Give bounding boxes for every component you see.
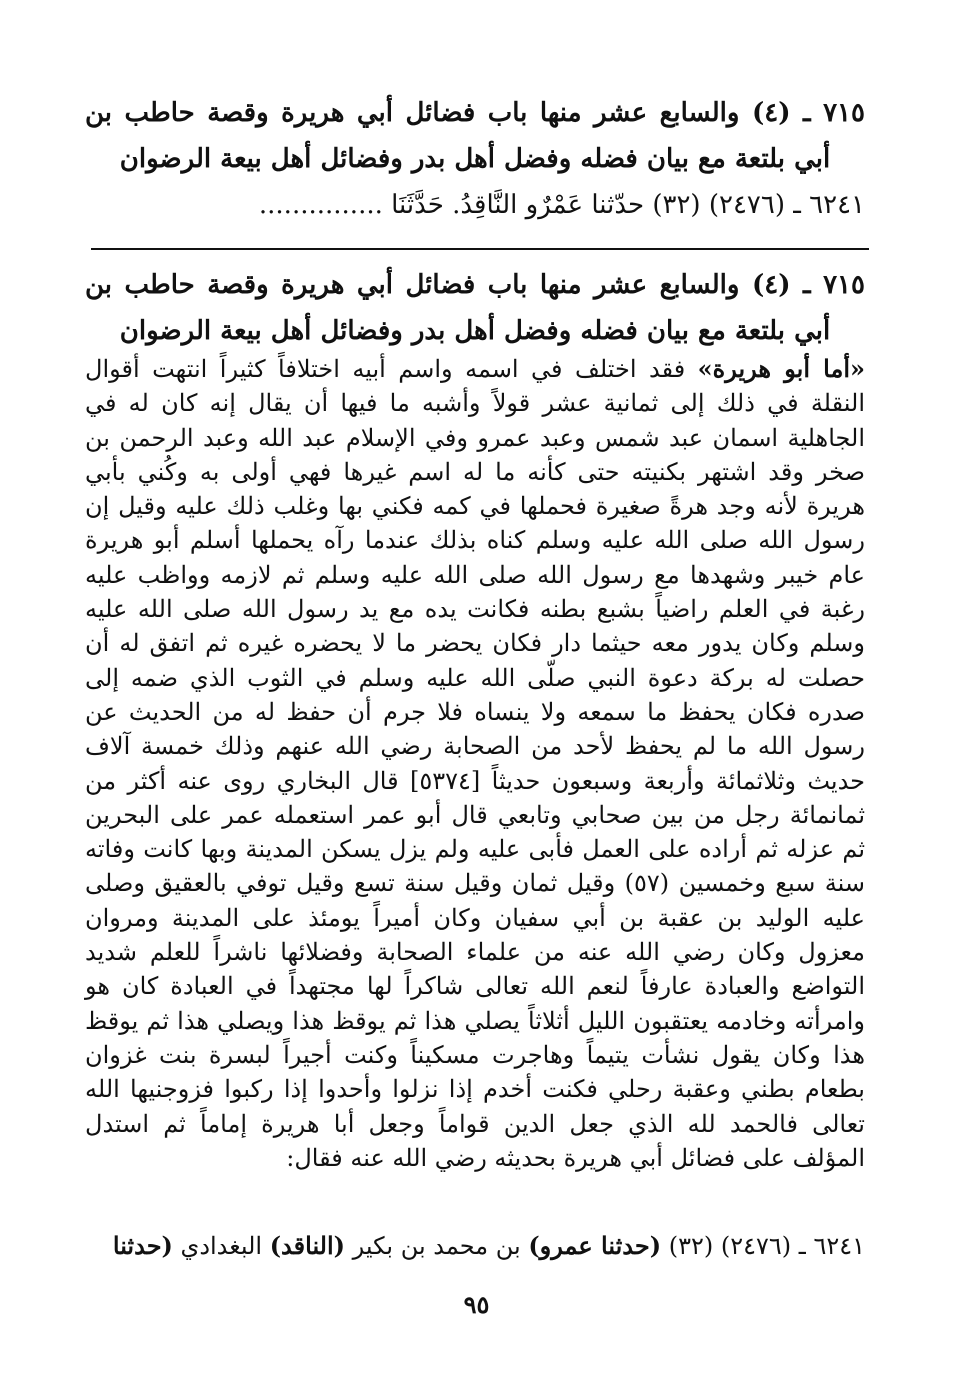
commentary-lead: «أما أبو هريرة»: [697, 354, 865, 383]
hadith-number: ٦٢٤١ ـ (٢٤٧٦) (٣٢): [661, 1232, 865, 1260]
section-divider: [91, 248, 869, 250]
matn-section: [85, 90, 865, 228]
narrator-1-origin: البغدادي: [172, 1232, 270, 1260]
narrator-2: (حدثنا: [112, 1231, 173, 1260]
sharh-chapter-heading: ٧١٥ ـ (٤) والسابع عشر منها باب فضائل أبي هريرة وقصة حاطب بن أبي بلتعة مع بيان فضله وفضل أهل بدر وفضائل أهل بيعة الرضوان: [85, 270, 865, 346]
matn-chapter-heading: ٧١٥ ـ (٤) والسابع عشر منها باب فضائل أبي هريرة وقصة حاطب بن أبي بلتعة مع بيان فضله وفضل أهل بدر وفضائل أهل بيعة الرضوان: [85, 98, 865, 174]
sharh-heading-block: [85, 262, 865, 354]
commentary-paragraph: [85, 352, 865, 1175]
narrator-1-title: (الناقد): [269, 1231, 346, 1260]
commentary-body: فقد اختلف في اسمه واسم أبيه اختلافاً كثيراً انتهت أقوال النقلة في ذلك إلى ثمانية عشر قولاً وأشبه ما فيها أن يقال إنه كان له في الجاهلية اسمان عبد شمس وعبد عمرو وفي الإسلام عبد الله وعبد الرحمن بن صخر وقد اشتهر بكنيته حتى كأنه ما له اسم غيرها فهي أولى به وكُني بأبي هريرة لأنه وجد هرةً صغيرة فحملها في كمه فكني بها وغلب ذلك عليه وقيل إن رسول الله صلى الله عليه وسلم كناه بذلك عندما رآه يحملها أسلم أبو هريرة عام خيبر وشهدها مع رسول الله صلى الله عليه وسلم ثم لازمه وواظب عليه رغبة في العلم راضياً بشبع بطنه فكانت يده مع يد رسول الله صلى الله عليه وسلم وكان يدور معه حيثما دار فكان يحضر ما لا يحضره غيره ثم اتفق له أن حصلت له بركة دعوة النبي صلّى الله عليه وسلم في الثوب الذي ضمه إلى صدره فكان يحفظ ما سمعه ولا ينساه فلا جرم أن حفظ له من الحديث عن رسول الله ما لم يحفظ لأحد من الصحابة رضي الله عنهم وذلك خمسة آلاف حديث وثلاثمائة وأربعة وسبعون حديثاً [٥٣٧٤] قال البخاري روى عنه أكثر من ثمانمائة رجل من بين صحابي وتابعي قال أبو عمر استعمله عمر على البحرين ثم عزله ثم أراده على العمل فأبى عليه ولم يزل يسكن المدينة وبها كانت وفاته سنة سبع وخمسين (٥٧) وقيل ثمان وقيل سنة تسع وقيل توفي بالعقيق وصلى عليه الوليد بن عقبة بن أبي سفيان وكان أميراً يومئذ على المدينة ومروان معزول وكان رضي الله عنه من علماء الصحابة وفضلائها ناشراً للعلم شديد التواضع والعبادة عارفاً لنعم الله تعالى شاكراً لها مجتهداً في العبادة كان هو وامرأته وخادمه يعتقبون الليل أثلاثاً يصلي هذا ثم يوقظ هذا ويصلي هذا ثم يوقظ هذا وكان يقول نشأت يتيماً وهاجرت مسكيناً وكنت أجيراً لبسرة بنت غزوان بطعام بطني وعقبة رحلي فكنت أخدم إذا نزلوا وأحدوا إذا ركبوا فزوجنيها الله تعالى فالحمد لله الذي جعل الدين قواماً وجعل أبا هريرة إماماً ثم استدل المؤلف على فضائل أبي هريرة بحديثه رضي الله عنه فقال:: [85, 355, 866, 1172]
page-number: ٩٥: [463, 1290, 490, 1319]
hadith-chain-line: [85, 1226, 865, 1266]
matn-hadith-line: ٦٢٤١ ـ (٢٤٧٦) (٣٢) حدّثنا عَمْرٌو النَّاقِدُ. حَدَّثَنَا ...............: [258, 190, 865, 220]
narrator-1-details: بن محمد بن بكير: [345, 1232, 529, 1260]
narrator-1: (حدثنا عمرو): [528, 1231, 662, 1260]
